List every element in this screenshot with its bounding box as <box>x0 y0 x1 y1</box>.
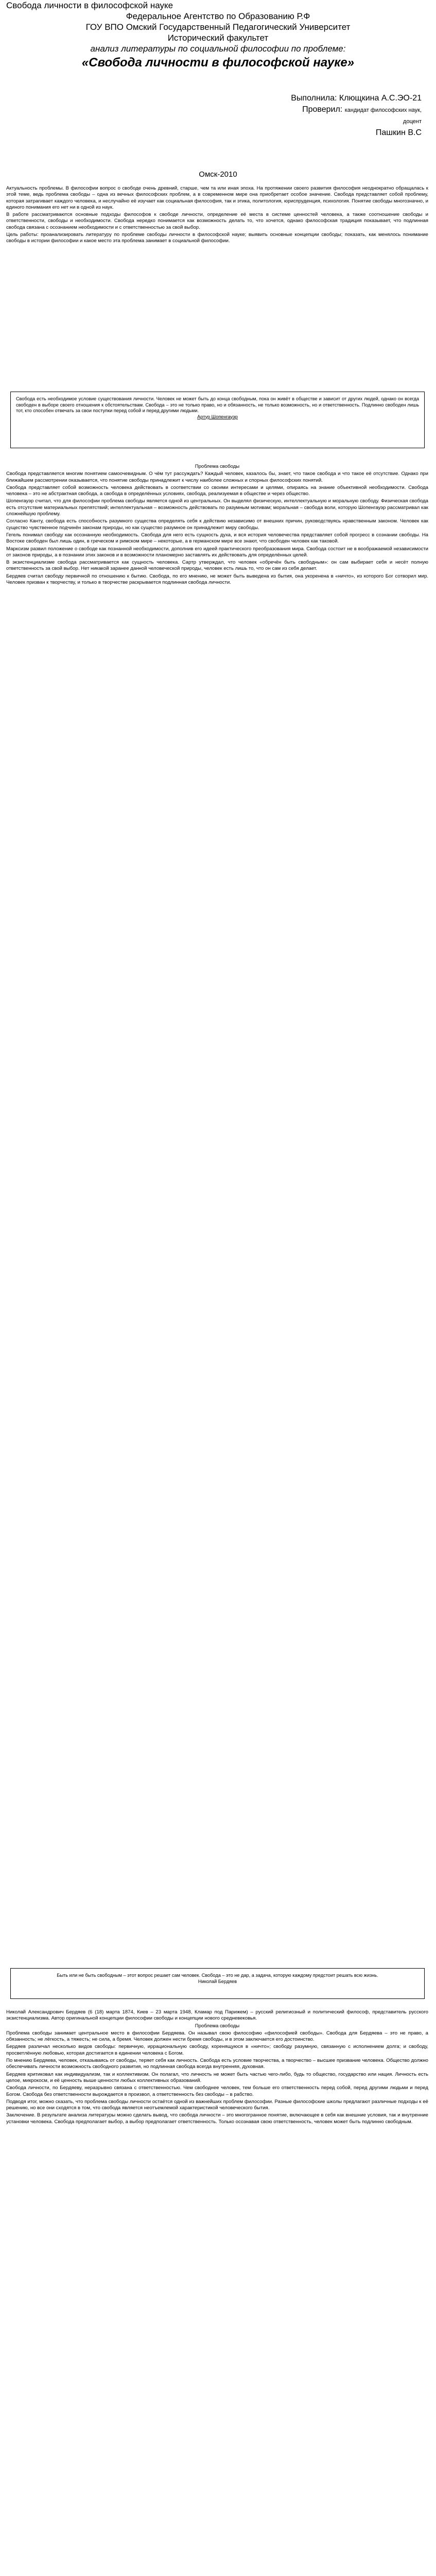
epigraph-text: Быть или не быть свободным – этот вопрос решает сам человек. Свобода – это не дар, а задача, которую каждому предстоит решать всю жизнь. <box>57 1973 378 1978</box>
performed-name: Клющкина А.С.ЭО-21 <box>339 94 422 103</box>
checked-role-2: доцент <box>403 118 422 125</box>
document-title: «Свобода личности в философской науке» <box>81 56 355 70</box>
agency-name: Федеральное Агентство по Образованию Р.Ф <box>126 11 310 21</box>
university-name: ГОУ ВПО Омский Государственный Педагогический Университет <box>85 22 351 32</box>
checker-name: Пашкин В.С <box>375 128 422 137</box>
bio-paragraph: Бердяев различал несколько видов свободы: первичную, иррациональную свободу, коренящуюся в «ничто»; свободу разумную, связанную с исполнением долга; и свободу, просветлённую любовью, которая достигается в единении человека с Богом. <box>6 2044 428 2056</box>
bio-paragraph: Заключение. В результате анализа литературы можно сделать вывод, что свобода личности – это многогранное понятие, включающее в себя как внешние условия, так и внутренние установки человека. Свобода предполагает выбор, а выбор предполагает ответственность. Только осознавая свою ответственность, человек может быть подлинно свободным. <box>6 2112 428 2125</box>
bio-paragraph: Николай Александрович Бердяев (6 (18) марта 1874, Киев – 23 марта 1948, Кламар под Парижем) – русский религиозный и политический философ, представитель русского экзистенциализма. Автор оригинальной концепции философии свободы и концепции нового средневековья. <box>6 2009 428 2022</box>
document-header <box>0 0 436 68</box>
performed-label: Выполнила: <box>291 94 337 103</box>
epigraph-author: Николай Бердяев <box>198 1978 237 1984</box>
checked-role: кандидат философских наук, <box>344 107 422 113</box>
main-paragraph: Шопенгауэр считал, что для философии проблема свободы является одной из центральных. Он выделял физическую, интеллектуальную и моральную свободу. Физическая свобода есть отсутствие материальных препятствий; интеллектуальная – возможность действовать по разумным мотивам; моральная – свобода воли, которую Шопенгауэр рассматривал как сложнейшую проблему. <box>6 498 428 517</box>
document-topic: Свобода личности в философской науке <box>6 1 173 10</box>
main-paragraph: Согласно Канту, свобода есть способность разумного существа определять себя к действию независимо от внешних причин, руководствуясь нравственным законом. Человек как существо чувственное подчинён законам природы, но как существо разумное он принадлежит миру свободы. <box>6 518 428 531</box>
main-section <box>6 464 428 587</box>
bio-paragraph: Свобода личности, по Бердяеву, неразрывно связана с ответственностью. Чем свободнее человек, тем больше его ответственность перед собой, перед другими людьми и перед Богом. Свобода без ответственности вырождается в произвол, а ответственность без свободы – в рабство. <box>6 2085 428 2097</box>
main-paragraph: Свобода представляется многим понятием самоочевидным. О чём тут рассуждать? Каждый человек, казалось бы, знает, что такое свобода и что такое её отсутствие. Однако при ближайшем рассмотрении оказывается, что понятие свободы принадлежит к числу наиболее сложных и спорных философских понятий. <box>6 471 428 483</box>
main-paragraph: Свобода представляет собой возможность человека действовать в соответствии со своими интересами и целями, опираясь на знание объективной необходимости. Свобода человека – это не абстрактная свобода, а свобода в определённых условиях, свобода, реализуемая в обществе и через общество. <box>6 484 428 497</box>
main-paragraph: В экзистенциализме свобода рассматривается как сущность человека. Сартр утверждал, что человек «обречён быть свободным»: он сам выбирает себя и несёт полную ответственность за свой выбор. Нет никакой заранее данной человеческой природы, человек есть лишь то, что он сам из себя делает. <box>6 560 428 572</box>
intro-section <box>6 185 428 246</box>
chapter-title: Проблема свободы <box>195 464 240 469</box>
main-paragraph: Бердяев считал свободу первичной по отношению к бытию. Свобода, по его мнению, не может быть выведена из бытия, она укоренена в «ничто», из которого Бог сотворил мир. Человек призван к творчеству, и только в творчестве раскрывается подлинная свобода личности. <box>6 573 428 586</box>
bio-paragraph: Бердяев критиковал как индивидуализм, так и коллективизм. Он полагал, что личность не может быть частью чего-либо, будь то общество, государство или нация. Личность есть целое, микрокосм, и её ценность выше ценности любых коллективных образований. <box>6 2071 428 2083</box>
signature-block <box>291 93 422 139</box>
quote-text: Свобода есть необходимое условие существования личности. Человек не может быть до конца свободным, пока он живёт в обществе и зависит от других людей, однако он всегда свободен в выборе своего отношения к обстоятельствам. Свобода – это не только право, но и обязанность, не только возможность, но и ответственность. Подлинно свободен лишь тот, кто способен отвечать за свои поступки перед собой и перед другими людьми. <box>16 396 419 413</box>
bio-paragraph: Проблема свободы занимает центральное место в философии Бердяева. Он называл свою философию «философией свободы». Свобода для Бердяева – это не право, а обязанность; не лёгкость, а тяжесть; не сила, а бремя. Человек должен нести бремя свободы, и в этом заключается его достоинство. <box>6 2030 428 2043</box>
city-year: Омск-2010 <box>199 170 237 179</box>
epigraph-box <box>10 1968 425 1999</box>
intro-paragraph: В работе рассматриваются основные подходы философов к свободе личности, определение её места в системе ценностей человека, а также соотношение свободы и ответственности, свободы и необходимости. Свобода нередко понимается как возможность делать то, что хочется, однако философская традиция показывает, что подлинная свобода связана с осознанием необходимости и с ответственностью за свой выбор. <box>6 212 428 230</box>
work-type: анализ литературы по социальной философии по проблеме: <box>90 44 346 54</box>
bio-subhead: Проблема свободы <box>195 2023 240 2029</box>
intro-paragraph: Цель работы: проанализировать литературу по проблеме свободы личности в философской науке; выявить основные концепции свободы; показать, как менялось понимание свободы в истории философии и какое место эта проблема занимает в социальной философии. <box>6 232 428 244</box>
quote-box <box>10 392 425 448</box>
faculty-name: Исторический факультет <box>167 33 269 43</box>
bio-paragraph: По мнению Бердяева, человек, отказываясь от свободы, теряет себя как личность. Свобода есть условие творчества, а творчество – высшее призвание человека. Общество должно обеспечивать личности возможность свободного развития, но подлинная свобода всегда внутренняя, духовная. <box>6 2058 428 2070</box>
checked-label: Проверил: <box>302 105 343 114</box>
main-paragraph: Гегель понимал свободу как осознанную необходимость. Свобода для него есть сущность духа, и вся история человечества представляет собой прогресс в сознании свободы. На Востоке свободен был лишь один, в греческом и римском мире – некоторые, а в германском мире все знают, что свободен человек как таковой. <box>6 532 428 545</box>
bio-paragraph: Подводя итог, можно сказать, что проблема свободы личности остаётся одной из важнейших проблем философии. Разные философские школы предлагают различные подходы к её решению, но все они сходятся в том, что свобода является неотъемлемой характеристикой человеческого бытия. <box>6 2098 428 2111</box>
bio-section <box>6 2009 428 2126</box>
main-paragraph: Марксизм развил положение о свободе как познанной необходимости, дополнив его идеей практического преобразования мира. Свобода состоит не в воображаемой независимости от законов природы, а в познании этих законов и в возможности планомерно заставлять их действовать для определённых целей. <box>6 546 428 558</box>
intro-paragraph: Актуальность проблемы. В философии вопрос о свободе очень древний, старше, чем та или иная эпоха. На протяжении своего развития философия неоднократно обращалась к этой теме, ведь проблема свободы – одна из вечных философских проблем, а в современном мире она приобретает особое значение. Свобода представляет собой проблему, которая затрагивает каждого человека, и неслучайно её изучает как социальная философия, так и этика, политология, юриспруденция, психология. Понятие свободы многозначно, и единого понимания его нет ни в одной из наук. <box>6 185 428 210</box>
quote-author: Артур Шопенгауэр <box>197 414 238 419</box>
